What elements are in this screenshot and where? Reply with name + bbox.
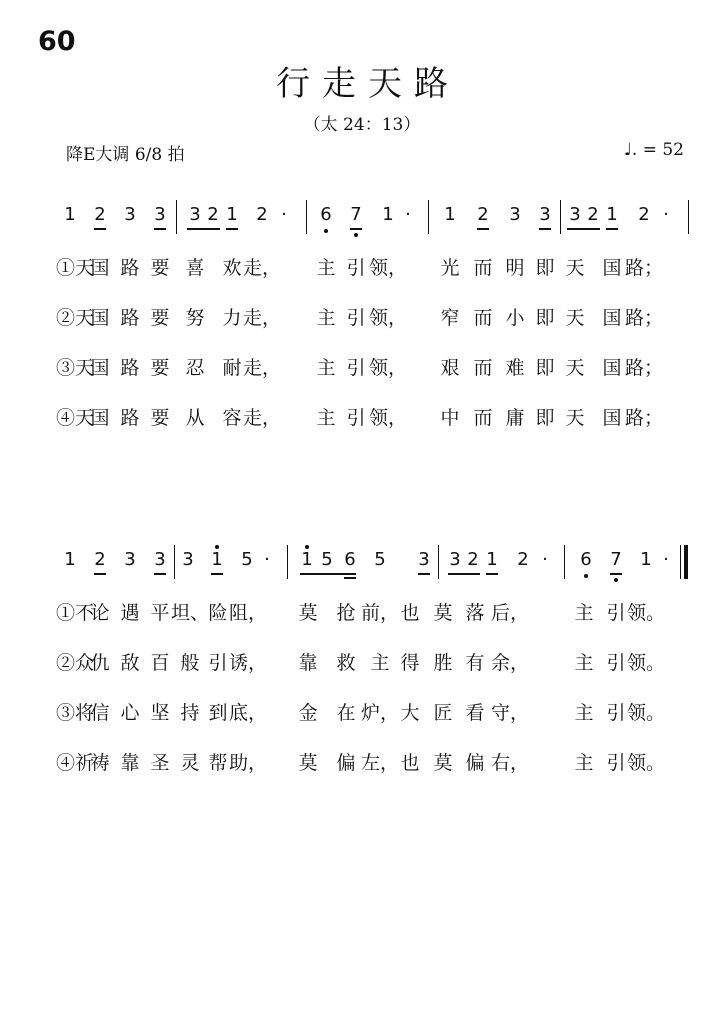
lyric-syllable: 也 (400, 602, 420, 624)
lyric-syllable: 光 (440, 257, 460, 279)
lyric-syllable: 守， (490, 702, 530, 724)
lyric-syllable: 引 (346, 307, 366, 329)
lyric-syllable: 要 (150, 357, 170, 379)
low-octave-dot (614, 578, 618, 582)
lyric-syllable: 百 (150, 652, 170, 674)
lyric-syllable: ②众 (55, 652, 95, 674)
lyric-syllable: 险 (208, 602, 228, 624)
lyric-syllable: 天 (565, 307, 585, 329)
lyric-syllable: 国 (90, 257, 110, 279)
lyric-syllable: 莫 (298, 752, 318, 774)
lyric-syllable: 国 (602, 257, 622, 279)
scripture-reference: （太 24：13） (303, 115, 421, 135)
lyric-syllable: ③天 (55, 357, 95, 379)
lyric-syllable: 引 (346, 357, 366, 379)
lyric-syllable: 炉， (360, 702, 400, 724)
lyric-syllable: 力 (222, 307, 242, 329)
notation-line-2 (0, 545, 724, 585)
lyric-syllable: 救 (336, 652, 356, 674)
lyric-syllable: 靠 (298, 652, 318, 674)
note: 3 (154, 549, 166, 570)
lyric-syllable: 领， (368, 257, 408, 279)
lyric-syllable: ①不 (55, 602, 95, 624)
lyric-syllable: 前， (360, 602, 400, 624)
dot-extension: · (405, 204, 411, 225)
lyric-syllable: 持 (180, 702, 200, 724)
note: 1 (444, 204, 456, 225)
lyric-syllable: 国 (602, 407, 622, 429)
lyric-syllable: 抢 (336, 602, 356, 624)
note: 6 (344, 549, 356, 570)
lyric-syllable: 匠 (433, 702, 453, 724)
underline (610, 573, 622, 575)
lyric-syllable: 领。 (626, 752, 666, 774)
bar-line (688, 200, 689, 234)
lyric-syllable: 要 (150, 257, 170, 279)
lyric-syllable: 领， (368, 407, 408, 429)
lyric-syllable: 主 (574, 652, 594, 674)
lyric-syllable: 中 (440, 407, 460, 429)
lyric-syllable: 在 (336, 702, 356, 724)
lyric-syllable: 引 (606, 602, 626, 624)
underline (606, 228, 618, 230)
lyric-syllable: 主 (316, 307, 336, 329)
note: 3 (509, 204, 521, 225)
note: 2 (256, 204, 268, 225)
lyric-syllable: 路； (624, 407, 664, 429)
lyric-syllable: ④祈 (55, 752, 95, 774)
lyric-syllable: 莫 (433, 752, 453, 774)
underline (94, 228, 106, 230)
lyric-syllable: ④天 (55, 407, 95, 429)
low-octave-dot (324, 229, 328, 233)
lyric-syllable: 艰 (440, 357, 460, 379)
lyric-syllable: 天 (565, 257, 585, 279)
dot-extension: · (281, 204, 287, 225)
lyric-syllable: 路 (120, 357, 140, 379)
note: 2 (587, 204, 599, 225)
lyric-syllable: 论 (90, 602, 110, 624)
lyric-syllable: 明 (505, 257, 525, 279)
lyric-syllable: 国 (90, 307, 110, 329)
lyric-line-section2-verse-2 (0, 650, 724, 680)
underline (211, 573, 223, 575)
lyric-syllable: 引 (606, 702, 626, 724)
lyric-syllable: 即 (535, 307, 555, 329)
lyric-syllable: 路 (120, 307, 140, 329)
bar-line (438, 545, 439, 579)
underline (226, 228, 238, 230)
underline (94, 573, 106, 575)
lyric-syllable: 庸 (505, 407, 525, 429)
note: 2 (638, 204, 650, 225)
lyric-syllable: 大 (400, 702, 420, 724)
final-bar-thick (684, 545, 688, 579)
bar-line (176, 200, 177, 234)
note: 6 (320, 204, 332, 225)
lyric-syllable: 走， (242, 257, 282, 279)
song-title: 行走天路 (276, 64, 460, 104)
lyric-line-section1-verse-2 (0, 305, 724, 335)
note: 3 (418, 549, 430, 570)
lyric-syllable: 心 (120, 702, 140, 724)
lyric-line-section1-verse-4 (0, 405, 724, 435)
underline (539, 228, 551, 230)
bar-line (174, 545, 175, 579)
lyric-syllable: 即 (535, 257, 555, 279)
lyric-syllable: 忍 (185, 357, 205, 379)
note: 2 (207, 204, 219, 225)
lyric-syllable: 信 (90, 702, 110, 724)
underline (154, 573, 166, 575)
low-octave-dot (354, 233, 358, 237)
dot-extension: · (264, 549, 270, 570)
lyric-syllable: 余， (490, 652, 530, 674)
lyric-syllable: 遇 (120, 602, 140, 624)
lyric-syllable: 天 (565, 407, 585, 429)
lyric-syllable: 主 (370, 652, 390, 674)
lyric-syllable: 落 (465, 602, 485, 624)
bar-line (287, 545, 288, 579)
underline (187, 228, 220, 230)
page-number: 60 (38, 26, 76, 57)
lyric-syllable: 领。 (626, 602, 666, 624)
note: 3 (124, 204, 136, 225)
underline (350, 228, 362, 230)
underline (448, 573, 480, 575)
lyric-syllable: 助， (228, 752, 268, 774)
lyric-syllable: 靠 (120, 752, 140, 774)
notation-line-1 (0, 200, 724, 240)
note: 1 (211, 549, 223, 570)
underline (567, 228, 600, 230)
lyric-syllable: ③将 (55, 702, 95, 724)
lyric-syllable: 也 (400, 752, 420, 774)
bar-line (564, 545, 565, 579)
lyric-syllable: 诱， (228, 652, 268, 674)
note: 3 (189, 204, 201, 225)
low-octave-dot (584, 574, 588, 578)
note: 3 (449, 549, 461, 570)
lyric-line-section1-verse-3 (0, 355, 724, 385)
lyric-syllable: 领， (368, 307, 408, 329)
note: 1 (640, 549, 652, 570)
lyric-line-section2-verse-4 (0, 750, 724, 780)
note: 1 (486, 549, 498, 570)
lyric-syllable: 坚 (150, 702, 170, 724)
lyric-syllable: 路 (120, 257, 140, 279)
dot-extension: · (663, 204, 669, 225)
high-octave-dot (215, 545, 219, 549)
note: 2 (477, 204, 489, 225)
lyric-syllable: 国 (90, 407, 110, 429)
note: 1 (64, 204, 76, 225)
lyric-syllable: 右， (490, 752, 530, 774)
bar-line (560, 200, 561, 234)
lyric-syllable: 阻， (228, 602, 268, 624)
lyric-syllable: 引 (606, 752, 626, 774)
note: 1 (301, 549, 313, 570)
dot-extension: · (542, 549, 548, 570)
note: 1 (382, 204, 394, 225)
lyric-syllable: 得 (400, 652, 420, 674)
lyric-syllable: 国 (602, 307, 622, 329)
lyric-syllable: 国 (90, 357, 110, 379)
lyric-syllable: 看 (465, 702, 485, 724)
dot-extension: · (663, 549, 669, 570)
lyric-syllable: 要 (150, 407, 170, 429)
lyric-syllable: 要 (150, 307, 170, 329)
lyric-syllable: 领， (368, 357, 408, 379)
underline (477, 228, 489, 230)
lyric-syllable: 有 (465, 652, 485, 674)
note: 3 (539, 204, 551, 225)
lyric-syllable: 主 (574, 752, 594, 774)
lyric-syllable: 而 (473, 257, 493, 279)
lyric-line-section1-verse-1 (0, 255, 724, 285)
lyric-syllable: 领。 (626, 652, 666, 674)
lyric-syllable: 而 (473, 357, 493, 379)
lyric-syllable: 领。 (626, 702, 666, 724)
lyric-syllable: 莫 (433, 602, 453, 624)
lyric-syllable: 喜 (185, 257, 205, 279)
note: 3 (182, 549, 194, 570)
lyric-syllable: 难 (505, 357, 525, 379)
lyric-syllable: 即 (535, 357, 555, 379)
lyric-syllable: 路； (624, 307, 664, 329)
lyric-syllable: 引 (606, 652, 626, 674)
lyric-syllable: 主 (316, 357, 336, 379)
lyric-syllable: 而 (473, 307, 493, 329)
note: 7 (350, 204, 362, 225)
lyric-syllable: 灵 (180, 752, 200, 774)
lyric-syllable: 帮 (208, 752, 228, 774)
lyric-syllable: 耐 (222, 357, 242, 379)
note: 2 (94, 549, 106, 570)
note: 2 (94, 204, 106, 225)
lyric-syllable: 路； (624, 357, 664, 379)
lyric-syllable: 后， (490, 602, 530, 624)
lyric-syllable: 窄 (440, 307, 460, 329)
key-and-meter: 降E大调 6/8 拍 (66, 145, 185, 165)
underline (344, 577, 356, 579)
lyric-syllable: 主 (316, 257, 336, 279)
lyric-syllable: 莫 (298, 602, 318, 624)
lyric-line-section2-verse-3 (0, 700, 724, 730)
note: 3 (154, 204, 166, 225)
final-bar-thin (680, 545, 681, 579)
note: 5 (241, 549, 253, 570)
lyric-syllable: 即 (535, 407, 555, 429)
lyric-syllable: 努 (185, 307, 205, 329)
underline (300, 573, 356, 575)
note: 3 (124, 549, 136, 570)
lyric-syllable: 敌 (120, 652, 140, 674)
lyric-syllable: ①天 (55, 257, 95, 279)
lyric-syllable: 主 (316, 407, 336, 429)
lyric-syllable: 到 (208, 702, 228, 724)
lyric-syllable: 底， (228, 702, 268, 724)
underline (486, 573, 498, 575)
lyric-syllable: 主 (574, 702, 594, 724)
lyric-syllable: 引 (346, 257, 366, 279)
lyric-syllable: 走， (242, 407, 282, 429)
lyric-syllable: 平 (150, 602, 170, 624)
tempo-marking: ♩. = 52 (623, 140, 684, 160)
note: 7 (610, 549, 622, 570)
lyric-syllable: 祷 (90, 752, 110, 774)
lyric-syllable: 胜 (433, 652, 453, 674)
lyric-syllable: 圣 (150, 752, 170, 774)
note: 1 (64, 549, 76, 570)
lyric-syllable: 欢 (222, 257, 242, 279)
lyric-syllable: 引 (208, 652, 228, 674)
note: 5 (321, 549, 333, 570)
lyric-syllable: 引 (346, 407, 366, 429)
lyric-syllable: 小 (505, 307, 525, 329)
lyric-syllable: 从 (185, 407, 205, 429)
lyric-syllable: 天 (565, 357, 585, 379)
lyric-syllable: 主 (574, 602, 594, 624)
lyric-syllable: 坦、 (170, 602, 210, 624)
lyric-syllable: 国 (602, 357, 622, 379)
lyric-syllable: 容 (222, 407, 242, 429)
lyric-syllable: 左， (360, 752, 400, 774)
note: 2 (517, 549, 529, 570)
lyric-syllable: 走， (242, 357, 282, 379)
lyric-syllable: 走， (242, 307, 282, 329)
bar-line (428, 200, 429, 234)
lyric-syllable: 偏 (336, 752, 356, 774)
note: 1 (226, 204, 238, 225)
lyric-syllable: 路 (120, 407, 140, 429)
note: 6 (580, 549, 592, 570)
lyric-syllable: ②天 (55, 307, 95, 329)
lyric-syllable: 金 (298, 702, 318, 724)
lyric-line-section2-verse-1 (0, 600, 724, 630)
underline (154, 228, 166, 230)
underline (418, 573, 430, 575)
lyric-syllable: 般 (180, 652, 200, 674)
high-octave-dot (305, 545, 309, 549)
note: 2 (467, 549, 479, 570)
lyric-syllable: 而 (473, 407, 493, 429)
lyric-syllable: 仇 (90, 652, 110, 674)
note: 5 (374, 549, 386, 570)
note: 3 (569, 204, 581, 225)
lyric-syllable: 路； (624, 257, 664, 279)
bar-line (306, 200, 307, 234)
note: 1 (606, 204, 618, 225)
lyric-syllable: 偏 (465, 752, 485, 774)
